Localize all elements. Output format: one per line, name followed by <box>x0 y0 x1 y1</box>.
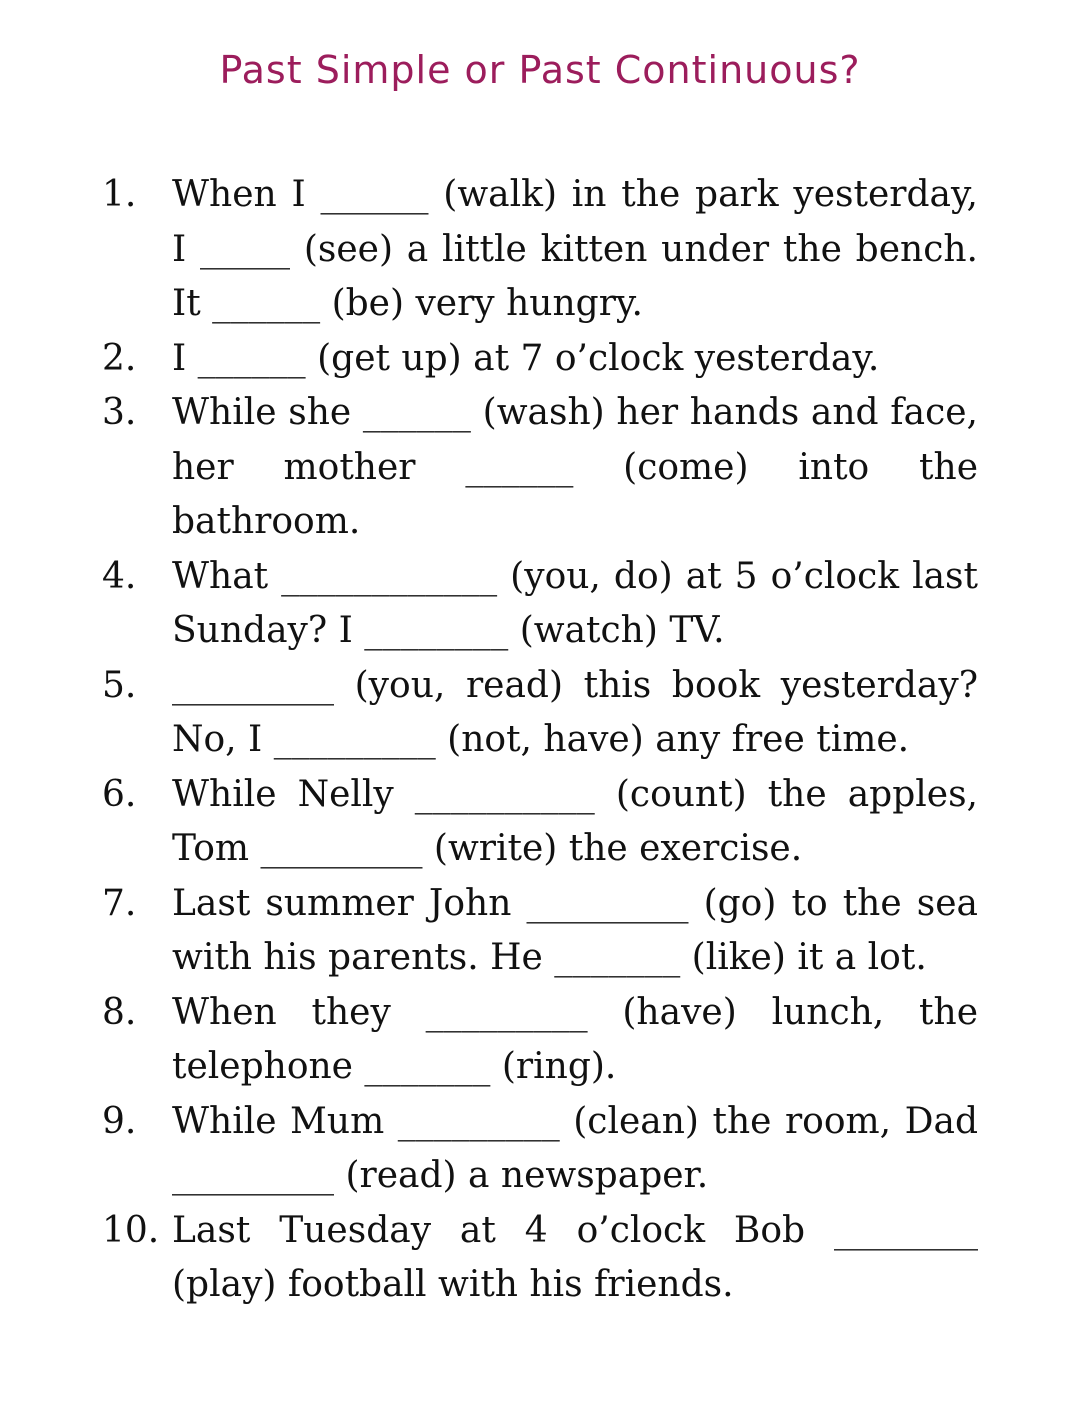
item-number: 9. <box>102 1100 137 1142</box>
item-text: What ____________ (you, do) at 5 o’clock last Sunday? I ________ (watch) TV. <box>172 555 978 651</box>
item-text: Last Tuesday at 4 o’clock Bob ________ (play) football with his friends. <box>172 1209 978 1305</box>
exercise-item-3 <box>102 386 978 550</box>
exercise-item-4 <box>102 550 978 659</box>
item-number: 1. <box>102 174 137 215</box>
exercise-item-5 <box>102 659 978 768</box>
item-number: 2. <box>102 337 137 379</box>
exercise-list <box>102 168 978 1313</box>
item-text: I ______ (get up) at 7 o’clock yesterday. <box>172 337 880 379</box>
item-number: 6. <box>102 773 137 815</box>
exercise-item-6 <box>102 768 978 877</box>
item-text: While she ______ (wash) her hands and face, her mother ______ (come) into the bathroom. <box>172 392 978 542</box>
exercise-item-2 <box>102 332 978 387</box>
item-text: _________ (you, read) this book yesterday? No, I _________ (not, have) any free time. <box>172 664 978 760</box>
exercise-item-8 <box>102 986 978 1095</box>
item-text: When they _________ (have) lunch, the telephone _______ (ring). <box>172 991 978 1087</box>
item-text: While Nelly __________ (count) the apples, Tom _________ (write) the exercise. <box>172 773 978 869</box>
item-text: Last summer John _________ (go) to the sea with his parents. He _______ (like) it a lot. <box>172 882 978 978</box>
exercise-item-1 <box>102 168 978 332</box>
exercise-item-9 <box>102 1095 978 1204</box>
item-number: 5. <box>102 664 137 706</box>
item-number: 4. <box>102 555 137 597</box>
worksheet-title: Past Simple or Past Continuous? <box>219 48 861 92</box>
item-text: While Mum _________ (clean) the room, Dad _________ (read) a newspaper. <box>172 1100 978 1196</box>
item-number: 10. <box>102 1209 160 1251</box>
exercise-item-7 <box>102 877 978 986</box>
item-text: When I ______ (walk) in the park yesterday, I _____ (see) a little kitten under the bench. It ______ (be) very hungry. <box>172 174 978 324</box>
item-number: 8. <box>102 991 137 1033</box>
exercise-item-10 <box>102 1204 978 1313</box>
item-number: 3. <box>102 392 137 433</box>
item-number: 7. <box>102 882 137 924</box>
